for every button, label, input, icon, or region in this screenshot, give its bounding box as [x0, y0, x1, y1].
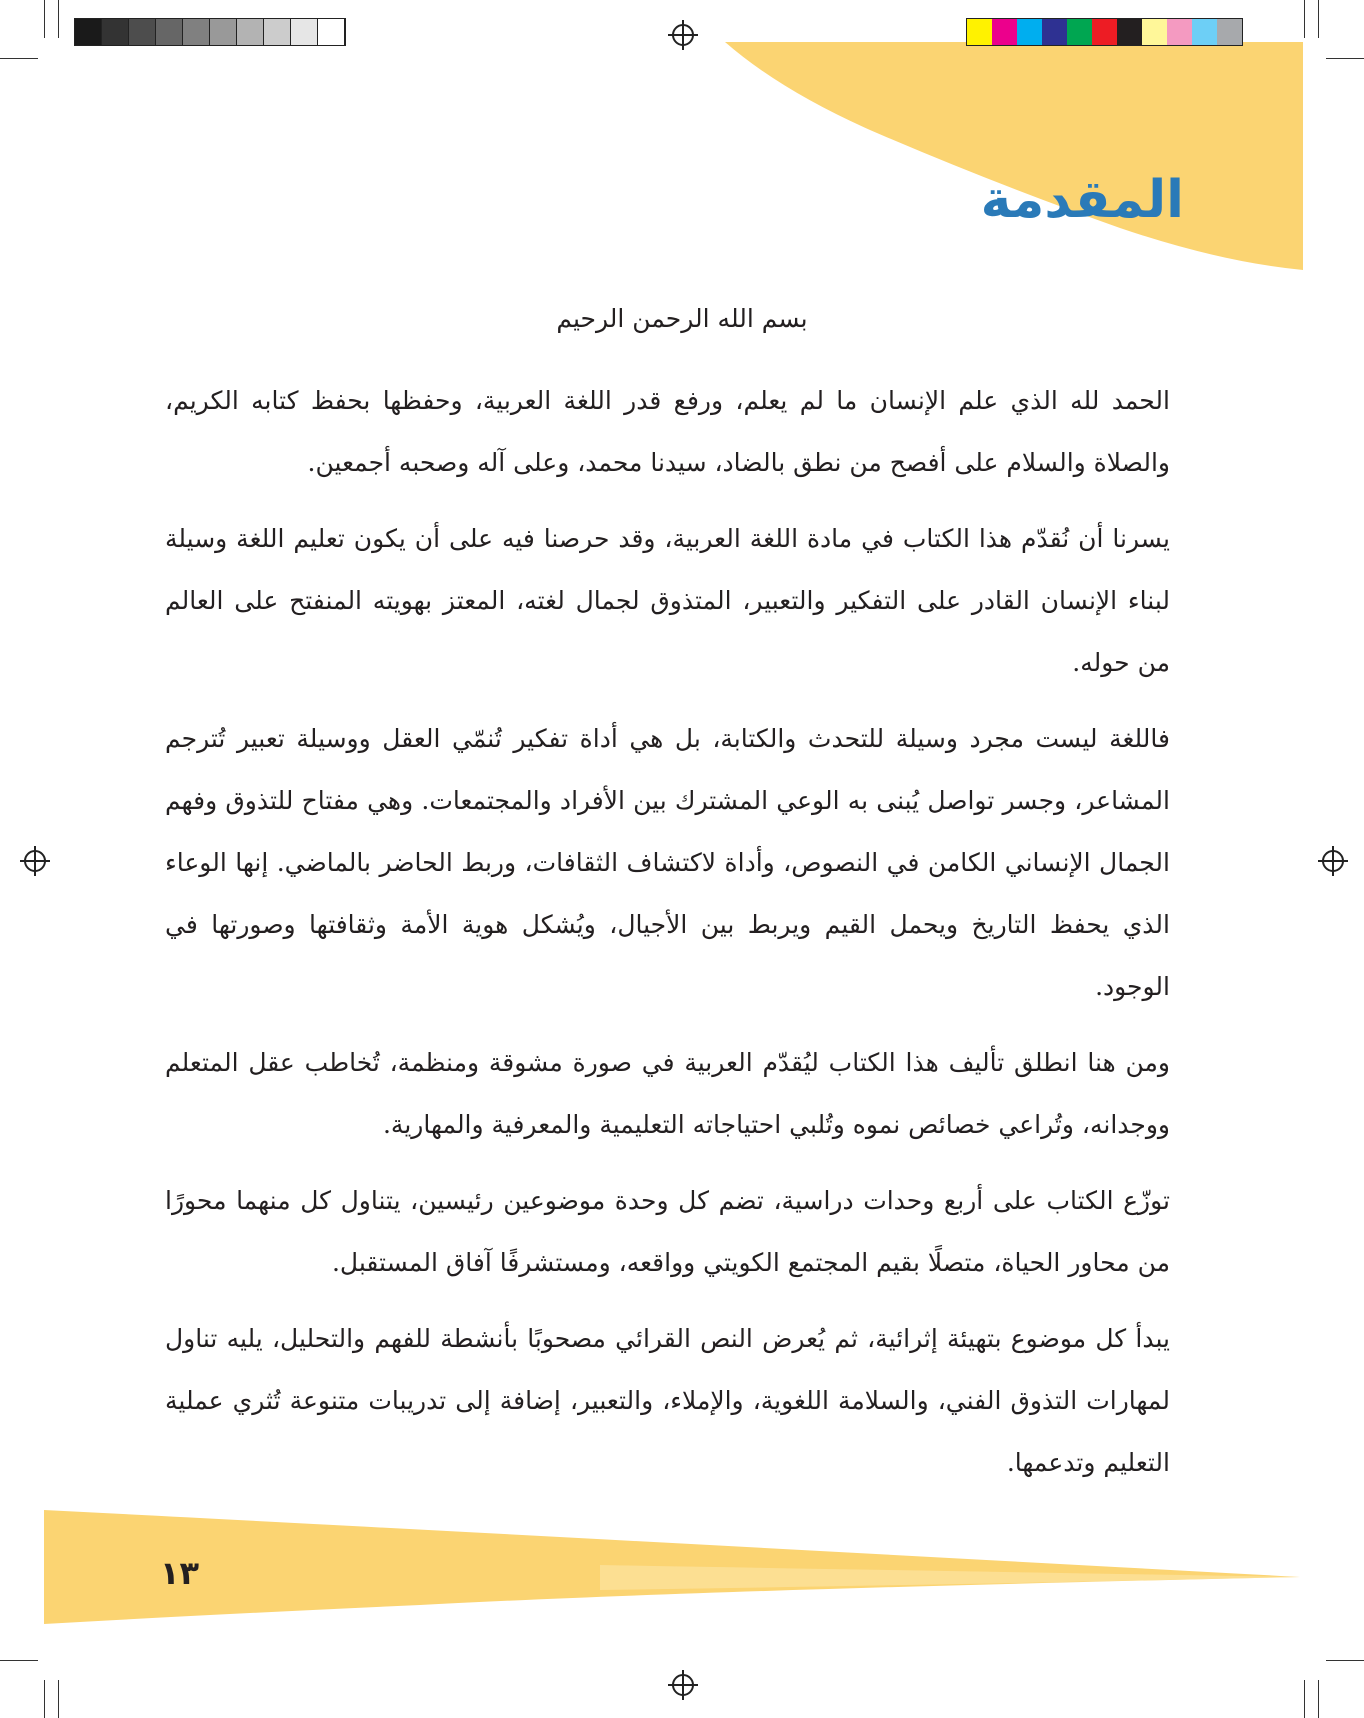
- color-calibration-bar: [966, 18, 1243, 46]
- grayscale-swatch: [237, 19, 264, 45]
- crop-mark-tr-v2: [1304, 0, 1305, 38]
- crop-mark-br-v2: [1318, 1680, 1319, 1718]
- header-yellow-swoosh: [725, 42, 1303, 270]
- crop-mark-tl-v: [44, 0, 45, 38]
- crop-mark-tr-v: [1318, 0, 1319, 38]
- paragraph: يبدأ كل موضوع بتهيئة إثرائية، ثم يُعرض النص القرائي مصحوبًا بأنشطة للفهم والتحليل، يليه تناول لمهارات التذوق الفني، والسلامة اللغوية، والإملاء، والتعبير، إضافة إلى تدريبات متنوعة تُثري عملية التعليم وتدعمها.: [165, 1324, 1170, 1477]
- paragraph: فاللغة ليست مجرد وسيلة للتحدث والكتابة، بل هي أداة تفكير تُنمّي العقل ووسيلة تعبير تُترجم المشاعر، وجسر تواصل يُبنى به الوعي المشترك بين الأفراد والمجتمعات. وهي مفتاح للتذوق وفهم الجمال الإنساني الكامن في النصوص، وأداة لاكتشاف الثقافات، وربط الحاضر بالماضي. إنها الوعاء الذي يحفظ التاريخ ويحمل القيم ويربط بين الأجيال، ويُشكل هوية الأمة وثقافتها وصورتها في الوجود.: [165, 724, 1170, 1001]
- intro-text: [165, 370, 1170, 1508]
- color-swatch: [1017, 19, 1042, 45]
- paragraph: يسرنا أن نُقدّم هذا الكتاب في مادة اللغة العربية، وقد حرصنا فيه على أن يكون تعليم اللغة وسيلة لبناء الإنسان القادر على التفكير والتعبير، المتذوق لجمال لغته، المعتز بهويته المنفتح على العالم من حوله.: [165, 524, 1170, 677]
- crop-mark-bl-v2: [58, 1680, 59, 1718]
- paragraph: ومن هنا انطلق تأليف هذا الكتاب ليُقدّم العربية في صورة مشوقة ومنظمة، تُخاطب عقل المتعلم ووجدانه، وتُراعي خصائص نموه وتُلبي احتياجاته التعليمية والمعرفية والمهارية.: [165, 1048, 1170, 1139]
- color-swatch: [1042, 19, 1067, 45]
- color-swatch: [1117, 19, 1142, 45]
- paragraph: الحمد لله الذي علم الإنسان ما لم يعلم، ورفع قدر اللغة العربية، وحفظها بحفظ كتابه الكريم، والصلاة والسلام على أفصح من نطق بالضاد، سيدنا محمد، وعلى آله وصحبه أجمعين.: [165, 386, 1170, 477]
- grayscale-calibration-bar: [74, 18, 346, 46]
- color-swatch: [1067, 19, 1092, 45]
- registration-mark-icon: [1322, 850, 1344, 872]
- color-swatch: [1167, 19, 1192, 45]
- page-title: المقدمة: [980, 170, 1184, 230]
- color-swatch: [1092, 19, 1117, 45]
- crop-mark-tr-h: [1326, 58, 1364, 59]
- crop-mark-bl-h: [0, 1660, 38, 1661]
- crop-mark-bl-v: [44, 1680, 45, 1718]
- crop-mark-br-h: [1326, 1660, 1364, 1661]
- color-swatch: [1142, 19, 1167, 45]
- registration-mark-icon: [672, 1674, 694, 1696]
- color-swatch: [1217, 19, 1242, 45]
- color-swatch: [1192, 19, 1217, 45]
- registration-mark-icon: [24, 850, 46, 872]
- grayscale-swatch: [264, 19, 291, 45]
- crop-mark-br-v: [1304, 1680, 1305, 1718]
- grayscale-swatch: [156, 19, 183, 45]
- grayscale-swatch: [318, 19, 345, 45]
- crop-mark-tl-h: [0, 58, 38, 59]
- grayscale-swatch: [75, 19, 102, 45]
- crop-mark-tl-v2: [58, 0, 59, 38]
- page-number: ١٣: [160, 1554, 200, 1592]
- color-swatch: [967, 19, 992, 45]
- grayscale-swatch: [291, 19, 318, 45]
- grayscale-swatch: [129, 19, 156, 45]
- registration-mark-icon: [672, 24, 694, 46]
- grayscale-swatch: [102, 19, 129, 45]
- paragraph: توزّع الكتاب على أربع وحدات دراسية، تضم كل وحدة موضوعين رئيسين، يتناول كل منهما محورًا من محاور الحياة، متصلًا بقيم المجتمع الكويتي وواقعه، ومستشرفًا آفاق المستقبل.: [165, 1186, 1170, 1277]
- color-swatch: [992, 19, 1017, 45]
- grayscale-swatch: [183, 19, 210, 45]
- basmala: بسم الله الرحمن الرحيم: [556, 304, 808, 333]
- grayscale-swatch: [210, 19, 237, 45]
